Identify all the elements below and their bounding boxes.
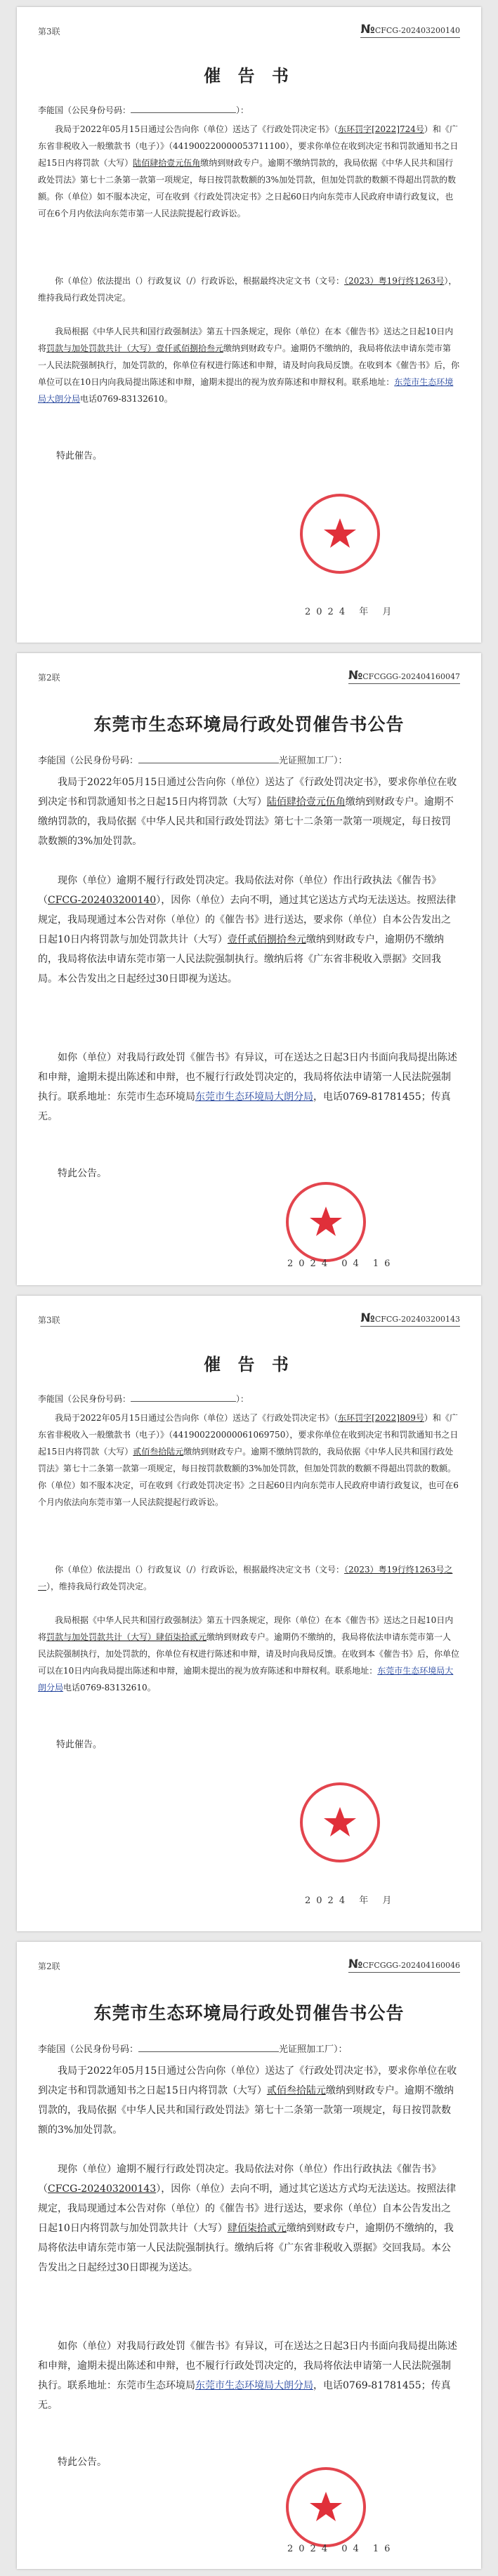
official-seal (298, 492, 382, 576)
document-title: 东莞市生态环境局行政处罚催告书公告 (93, 714, 405, 735)
addressee: 李能国（公民身份号码： 光证照加工厂）： (38, 2044, 348, 2055)
addressee: 李能国（公民身份号码： ）： (38, 1394, 249, 1404)
paragraph-3: 如你（单位）对我局行政处罚《催告书》有异议，可在送达之日起3日内书面向我局提出陈述和申辩，逾期未提出陈述和申辩，也不履行行政处罚决定的，我局将依法申请第一人民法院强制执行。联系地址：东莞市生态环境局东莞市生态环境局大朗分局，电话0769-81781455；传真无。 (38, 2341, 457, 2411)
addressee: 李能国（公民身份号码： 光证照加工厂）： (38, 756, 348, 766)
copy-label: 第2联 (38, 673, 60, 683)
paragraph-1: 我局于2022年05月15日通过公告向你（单位）送达了《行政处罚决定书》，要求你单位在收到决定书和罚款通知书之日起15日内将罚款（大写）贰佰叁拾陆元缴纳到财政专户。逾期不缴纳罚款的，我局依据《中华人民共和国行政处罚法》第七十二条第一款第一项规定，每日按罚款数额的3%加处罚款。 (38, 2065, 457, 2136)
document-sheet-4 (17, 1942, 481, 2569)
document-sheet-1 (17, 7, 481, 643)
document-sheet-3 (17, 1296, 481, 1931)
copy-label: 第2联 (38, 1961, 60, 1971)
official-seal (284, 1180, 368, 1264)
document-title: 东莞市生态环境局行政处罚催告书公告 (93, 2003, 405, 2023)
signature-date: 2024 年 月 (305, 1895, 398, 1906)
document-title: 催 告 书 (204, 1354, 294, 1374)
closing-text: 特此公告。 (58, 1168, 107, 1179)
signature-date: 2024 04 16 (287, 1259, 396, 1269)
addressee: 李能国（公民身份号码： ）： (38, 105, 249, 115)
signature-date: 2024 年 月 (305, 607, 398, 617)
closing-text: 特此催告。 (56, 451, 103, 461)
signature-date: 2024 04 16 (287, 2544, 396, 2554)
document-number: №CFCG-202403200140 (360, 22, 460, 37)
document-number: №CFCGGG-202404160047 (348, 669, 460, 683)
paragraph-2: 你（单位）依法提出（）行政复议（/）行政诉讼，根据最终决定文书（文号：（2023）粤19行终1263号），维持我局行政处罚决定。 (38, 276, 457, 303)
closing-text: 特此催告。 (56, 1740, 103, 1750)
document-number: №CFCGGG-202404160046 (348, 1957, 460, 1971)
paragraph-1: 我局于2022年05月15日通过公告向你（单位）送达了《行政处罚决定书》（东环罚字[2022]724号）和《广东省非税收入一般缴款书（电子）》（441900220000053711100），要求你单位在收到决定书和罚款通知书之日起15日内将罚款（大写）陆佰肆拾壹元伍角缴纳到财政专户。逾期不缴纳罚款的，我局依据《中华人民共和国行政处罚法》第七十二条第一款第一项规定，每日按罚款数额的3%加处罚款，但加处罚款的数额不得超出罚款的数额。你（单位）如不服本决定，可在收到《行政处罚决定书》之日起60日内向东莞市人民政府申请行政复议，也可在6个月内依法向东莞市第一人民法院提起行政诉讼。 (38, 124, 459, 218)
paragraph-1: 我局于2022年05月15日通过公告向你（单位）送达了《行政处罚决定书》（东环罚字[2022]809号）和《广东省非税收入一般缴款书（电子）》（441900220000061069750），要求你单位在收到决定书和罚款通知书之日起15日内将罚款（大写）贰佰叁拾陆元缴纳到财政专户。逾期不缴纳罚款的，我局依据《中华人民共和国行政处罚法》第七十二条第一款第一项规定，每日按罚款数额的3%加处罚款，但加处罚款的数额不得超出罚款的数额。你（单位）如不服本决定，可在收到《行政处罚决定书》之日起60日内向东莞市人民政府申请行政复议，也可在6个月内依法向东莞市第一人民法院提起行政诉讼。 (38, 1413, 459, 1507)
paragraph-3: 我局根据《中华人民共和国行政强制法》第五十四条规定，现你（单位）在本《催告书》送达之日起10日内将罚款与加处罚款共计（大写）肆佰柒拾贰元缴纳到财政专户。逾期仍不缴纳的，我局将依法申请东莞市第一人民法院强制执行，加处罚款的，你单位有权进行陈述和申辩，请及时向我局反馈。在收到本《催告书》后，你单位可以在10日内向我局提出陈述和申辩，逾期未提出的视为放弃陈述和申辩权利。联系地址：东莞市生态环境局大朗分局电话0769-83132610。 (38, 1615, 460, 1693)
document-title: 催 告 书 (204, 65, 294, 86)
copy-label: 第3联 (38, 1315, 60, 1325)
paragraph-1: 我局于2022年05月15日通过公告向你（单位）送达了《行政处罚决定书》，要求你单位在收到决定书和罚款通知书之日起15日内将罚款（大写）陆佰肆拾壹元伍角缴纳到财政专户。逾期不缴纳罚款的，我局依据《中华人民共和国行政处罚法》第七十二条第一款第一项规定，每日按罚款数额的3%加处罚款。 (38, 777, 457, 847)
paragraph-3: 如你（单位）对我局行政处罚《催告书》有异议，可在送达之日起3日内书面向我局提出陈述和申辩，逾期未提出陈述和申辩，也不履行行政处罚决定的，我局将依法申请第一人民法院强制执行。联系地址：东莞市生态环境局东莞市生态环境局大朗分局，电话0769-81781455；传真无。 (38, 1052, 457, 1122)
official-seal (284, 2465, 368, 2549)
document-number: №CFCG-202403200143 (360, 1311, 460, 1325)
paragraph-2: 现你（单位）逾期不履行行政处罚决定。我局依法对你（单位）作出行政执法《催告书》（CFCG-202403200140），因你（单位）去向不明，通过其它送达方式均无法送达。按照法律规定，我局现通过本公告对你（单位）的《催告书》进行送达，要求你（单位）自本公告发出之日起10日内将罚款与加处罚款共计（大写）壹仟贰佰捌拾叁元缴纳到财政专户，逾期仍不缴纳的，我局将依法申请东莞市第一人民法院强制执行。缴纳后将《广东省非税收入票据》交回我局。本公告发出之日起经过30日即视为送达。 (38, 875, 457, 985)
paragraph-2: 现你（单位）逾期不履行行政处罚决定。我局依法对你（单位）作出行政执法《催告书》（CFCG-202403200143），因你（单位）去向不明，通过其它送达方式均无法送达。按照法律规定，我局现通过本公告对你（单位）的《催告书》进行送达，要求你（单位）自本公告发出之日起10日内将罚款与加处罚款共计（大写）肆佰柒拾贰元缴纳到财政专户，逾期仍不缴纳的，我局将依法申请东莞市第一人民法院强制执行。缴纳后将《广东省非税收入票据》交回我局。本公告发出之日起经过30日即视为送达。 (38, 2164, 457, 2273)
copy-label: 第3联 (38, 27, 60, 37)
closing-text: 特此公告。 (58, 2457, 107, 2468)
document-sheet-2 (17, 653, 481, 1285)
official-seal (298, 1780, 382, 1865)
paragraph-3: 我局根据《中华人民共和国行政强制法》第五十四条规定，现你（单位）在本《催告书》送达之日起10日内将罚款与加处罚款共计（大写）壹仟贰佰捌拾叁元缴纳到财政专户。逾期仍不缴纳的，我局将依法申请东莞市第一人民法院强制执行，加处罚款的，你单位有权进行陈述和申辩，请及时向我局反馈。在收到本《催告书》后，你单位可以在10日内向我局提出陈述和申辩，逾期未提出的视为放弃陈述和申辩权利。联系地址：东莞市生态环境局大朗分局电话0769-83132610。 (38, 327, 460, 404)
paragraph-2: 你（单位）依法提出（）行政复议（/）行政诉讼，根据最终决定文书（文号：（2023）粤19行终1263号之一），维持我局行政处罚决定。 (38, 1565, 453, 1591)
